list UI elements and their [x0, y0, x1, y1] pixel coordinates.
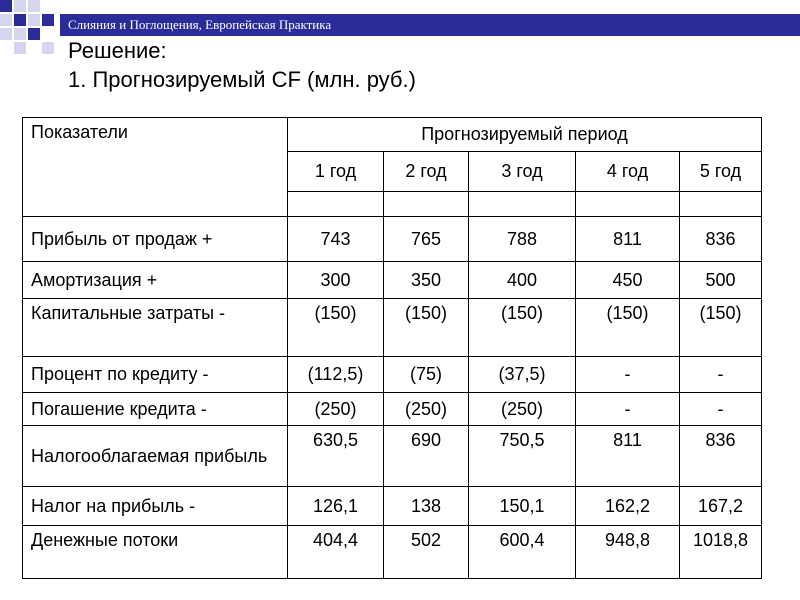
- row-label: Прибыль от продаж +: [23, 217, 288, 262]
- table-row: [23, 526, 762, 579]
- table-row: [23, 299, 762, 357]
- value-cell: 811: [576, 426, 680, 487]
- value-cell: 300: [288, 262, 384, 299]
- value-cell: (75): [384, 357, 469, 393]
- row-label: Амортизация +: [23, 262, 288, 299]
- empty-cell: [576, 192, 680, 217]
- value-cell: 948,8: [576, 526, 680, 579]
- year-header: 3 год: [469, 152, 576, 192]
- corner-square-1: [0, 0, 12, 12]
- value-cell: 600,4: [469, 526, 576, 579]
- table-row: [23, 217, 762, 262]
- value-cell: 788: [469, 217, 576, 262]
- title-line-1: Решение:: [68, 38, 167, 63]
- value-cell: 138: [384, 487, 469, 526]
- value-cell: -: [576, 393, 680, 426]
- table-row: [23, 426, 762, 487]
- value-cell: 150,1: [469, 487, 576, 526]
- corner-square-9: [14, 28, 26, 40]
- value-cell: (150): [384, 299, 469, 357]
- empty-cell: [384, 192, 469, 217]
- value-cell: 750,5: [469, 426, 576, 487]
- empty-cell: [288, 192, 384, 217]
- corner-square-2: [14, 0, 26, 12]
- table-row: [23, 262, 762, 299]
- value-cell: 167,2: [680, 487, 762, 526]
- value-cell: 404,4: [288, 526, 384, 579]
- value-cell: 126,1: [288, 487, 384, 526]
- corner-square-6: [28, 14, 40, 26]
- year-header: 1 год: [288, 152, 384, 192]
- row-label: Погашение кредита -: [23, 393, 288, 426]
- table-header-row: [23, 118, 762, 152]
- row-label: Процент по кредиту -: [23, 357, 288, 393]
- value-cell: 1018,8: [680, 526, 762, 579]
- value-cell: 350: [384, 262, 469, 299]
- table-row: [23, 487, 762, 526]
- corner-square-11: [14, 42, 26, 54]
- value-cell: 630,5: [288, 426, 384, 487]
- value-cell: 690: [384, 426, 469, 487]
- value-cell: 162,2: [576, 487, 680, 526]
- empty-cell: [469, 192, 576, 217]
- value-cell: 765: [384, 217, 469, 262]
- row-label: Капитальные затраты -: [23, 299, 288, 357]
- corner-square-7: [42, 14, 54, 26]
- corner-square-4: [0, 14, 12, 26]
- header-text: Слияния и Поглощения, Европейская Практика: [68, 17, 332, 32]
- value-cell: 502: [384, 526, 469, 579]
- corner-square-5: [14, 14, 26, 26]
- period-header: Прогнозируемый период: [288, 118, 762, 152]
- cash-flow-table: [22, 117, 762, 579]
- value-cell: -: [576, 357, 680, 393]
- corner-square-8: [0, 28, 12, 40]
- value-cell: (250): [384, 393, 469, 426]
- value-cell: (37,5): [469, 357, 576, 393]
- value-cell: 450: [576, 262, 680, 299]
- value-cell: 400: [469, 262, 576, 299]
- table-row: [23, 393, 762, 426]
- value-cell: -: [680, 357, 762, 393]
- row-label: Налог на прибыль -: [23, 487, 288, 526]
- row-label: Денежные потоки: [23, 526, 288, 579]
- value-cell: 500: [680, 262, 762, 299]
- year-header: 2 год: [384, 152, 469, 192]
- corner-square-10: [28, 28, 40, 40]
- value-cell: (150): [469, 299, 576, 357]
- value-cell: (112,5): [288, 357, 384, 393]
- corner-square-12: [42, 42, 54, 54]
- empty-cell: [680, 192, 762, 217]
- title-line-2: 1. Прогнозируемый CF (млн. руб.): [68, 67, 416, 92]
- value-cell: (250): [469, 393, 576, 426]
- value-cell: 743: [288, 217, 384, 262]
- year-header: 4 год: [576, 152, 680, 192]
- value-cell: 811: [576, 217, 680, 262]
- slide-title: [68, 36, 416, 94]
- value-cell: 836: [680, 426, 762, 487]
- value-cell: (150): [680, 299, 762, 357]
- corner-header: Показатели: [23, 118, 288, 217]
- value-cell: (250): [288, 393, 384, 426]
- corner-square-3: [28, 0, 40, 12]
- year-header: 5 год: [680, 152, 762, 192]
- value-cell: (150): [576, 299, 680, 357]
- value-cell: 836: [680, 217, 762, 262]
- value-cell: (150): [288, 299, 384, 357]
- table-row: [23, 357, 762, 393]
- value-cell: -: [680, 393, 762, 426]
- row-label: Налогооблагаемая прибыль: [23, 426, 288, 487]
